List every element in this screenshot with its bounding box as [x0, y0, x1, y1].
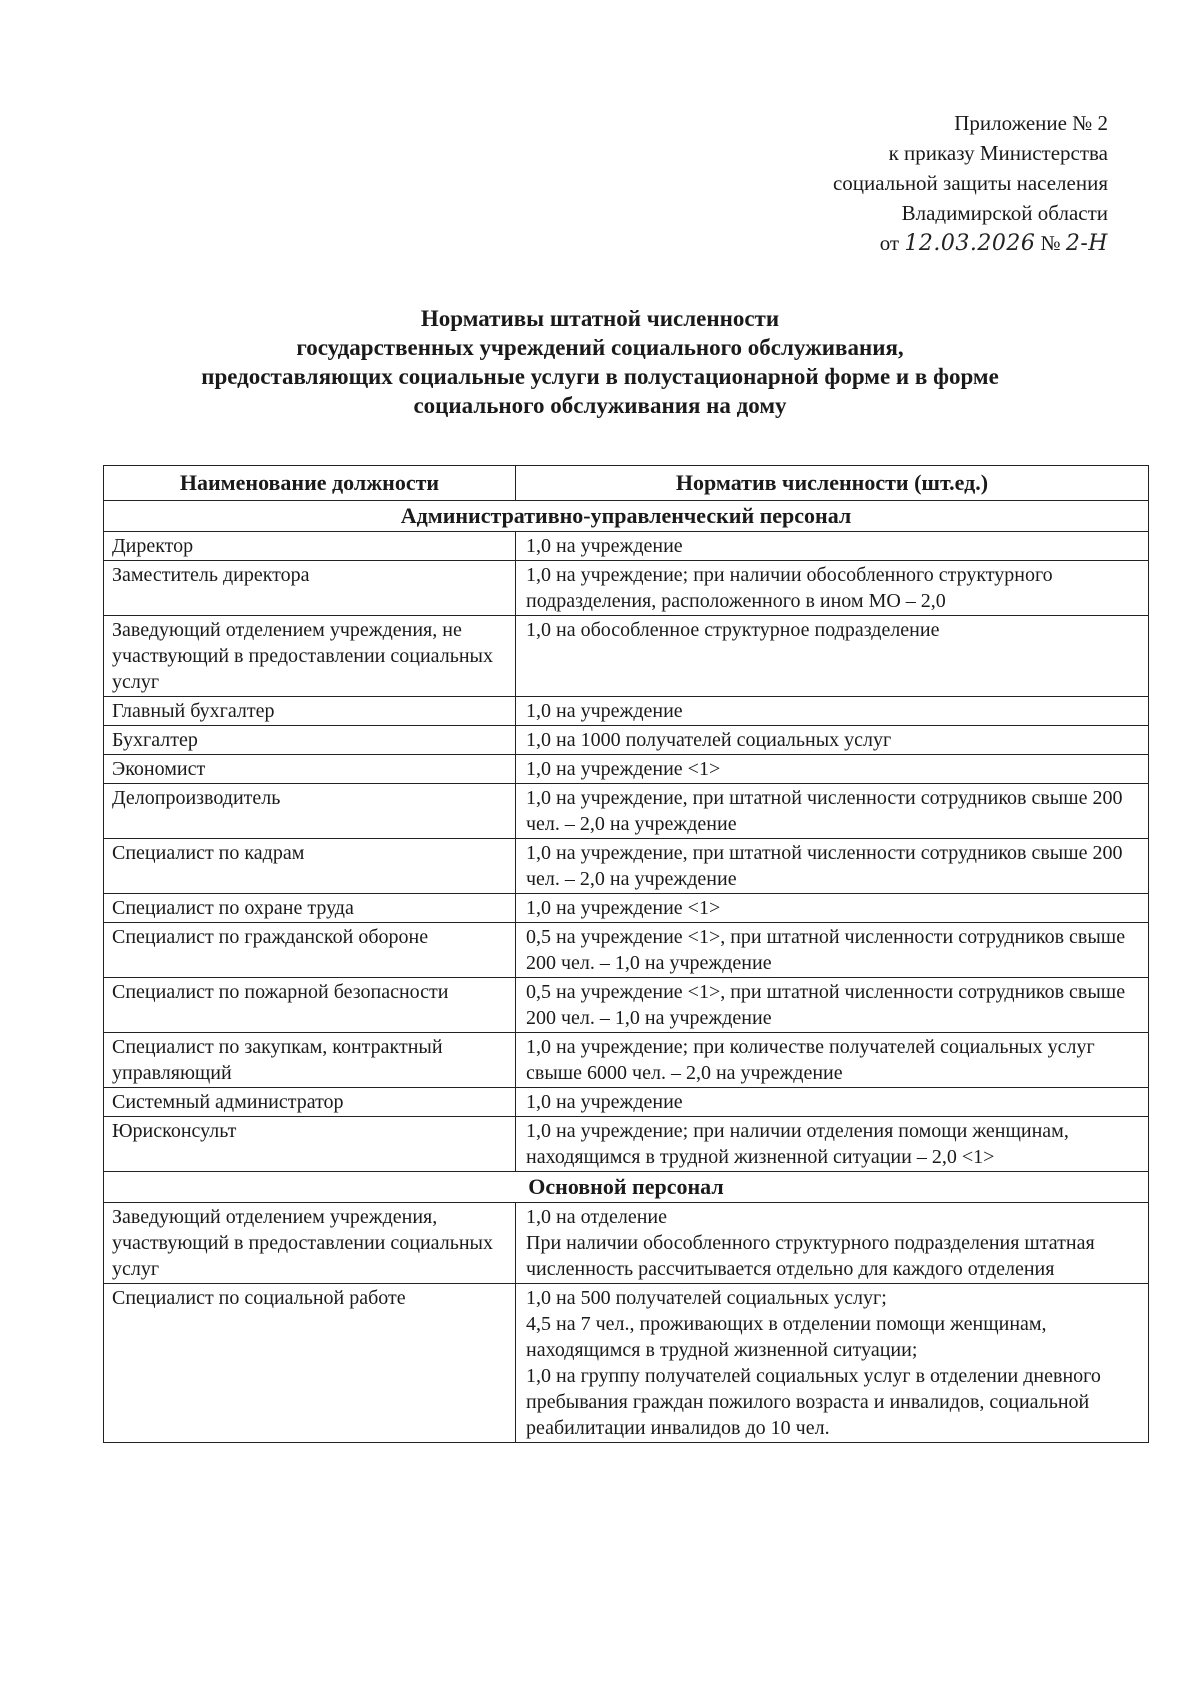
column-header-position: Наименование должности — [104, 466, 516, 501]
table-row — [104, 1088, 1149, 1117]
table-row — [104, 1117, 1149, 1172]
staffing-norm-cell: 1,0 на 1000 получателей социальных услуг — [516, 726, 1149, 755]
position-name-cell: Юрисконсульт — [104, 1117, 516, 1172]
staffing-norm-cell: 1,0 на учреждение; при наличии обособленного структурного подразделения, расположенного в ином МО – 2,0 — [516, 561, 1149, 616]
table-row — [104, 1033, 1149, 1088]
staffing-norm-cell: 1,0 на учреждение — [516, 1088, 1149, 1117]
position-name-cell: Специалист по закупкам, контрактный управляющий — [104, 1033, 516, 1088]
section-row — [104, 501, 1149, 532]
staffing-norm-cell: 1,0 на обособленное структурное подразделение — [516, 616, 1149, 697]
appendix-date-line — [833, 228, 1108, 259]
handwritten-date: 12.03.2026 — [904, 231, 1036, 256]
staffing-norm-cell: 1,0 на учреждение, при штатной численности сотрудников свыше 200 чел. – 2,0 на учреждение — [516, 839, 1149, 894]
section-title: Административно-управленческий персонал — [104, 501, 1149, 532]
table-row — [104, 616, 1149, 697]
position-name-cell: Специалист по охране труда — [104, 894, 516, 923]
date-prefix: от — [879, 231, 900, 255]
position-name-cell: Экономист — [104, 755, 516, 784]
position-name-cell: Бухгалтер — [104, 726, 516, 755]
position-name-cell: Главный бухгалтер — [104, 697, 516, 726]
staffing-norm-cell: 1,0 на учреждение; при количестве получателей социальных услуг свыше 6000 чел. – 2,0 на учреждение — [516, 1033, 1149, 1088]
staffing-norm-cell: 1,0 на учреждение <1> — [516, 755, 1149, 784]
table-row — [104, 978, 1149, 1033]
title-line: Нормативы штатной численности — [420, 306, 780, 331]
table-row — [104, 784, 1149, 839]
appendix-line: Владимирской области — [901, 201, 1108, 225]
staffing-norm-cell: 1,0 на учреждение; при наличии отделения помощи женщинам, находящимся в трудной жизненной ситуации – 2,0 <1> — [516, 1117, 1149, 1172]
staffing-norm-cell: 1,0 на отделение При наличии обособленного структурного подразделения штатная численность рассчитывается отдельно для каждого отделения — [516, 1203, 1149, 1284]
staffing-norm-cell: 1,0 на учреждение <1> — [516, 894, 1149, 923]
document-title — [80, 304, 1120, 420]
table-row — [104, 726, 1149, 755]
table-body — [104, 501, 1149, 1443]
appendix-header — [833, 108, 1108, 259]
position-name-cell: Директор — [104, 532, 516, 561]
position-name-cell: Специалист по пожарной безопасности — [104, 978, 516, 1033]
handwritten-number: 2-Н — [1065, 231, 1108, 256]
table-row — [104, 839, 1149, 894]
table-row — [104, 697, 1149, 726]
position-name-cell: Заведующий отделением учреждения, участвующий в предоставлении социальных услуг — [104, 1203, 516, 1284]
staffing-norm-cell: 1,0 на учреждение — [516, 532, 1149, 561]
staffing-norm-cell: 1,0 на 500 получателей социальных услуг; 4,5 на 7 чел., проживающих в отделении помощи женщинам, находящимся в трудной жизненной ситуации; 1,0 на группу получателей социальных услуг в отделении дневного пребывания граждан пожилого возраста и инвалидов, социальной реабилитации инвалидов до 10 чел. — [516, 1284, 1149, 1443]
position-name-cell: Специалист по гражданской обороне — [104, 923, 516, 978]
table-row — [104, 1284, 1149, 1443]
staffing-norm-cell: 1,0 на учреждение — [516, 697, 1149, 726]
staffing-norm-cell: 1,0 на учреждение, при штатной численности сотрудников свыше 200 чел. – 2,0 на учреждение — [516, 784, 1149, 839]
column-header-norm: Норматив численности (шт.ед.) — [516, 466, 1149, 501]
section-row — [104, 1172, 1149, 1203]
table-row — [104, 532, 1149, 561]
title-line: предоставляющих социальные услуги в полустационарной форме и в форме — [201, 364, 999, 389]
staffing-norm-cell: 0,5 на учреждение <1>, при штатной численности сотрудников свыше 200 чел. – 1,0 на учреждение — [516, 923, 1149, 978]
position-name-cell: Специалист по социальной работе — [104, 1284, 516, 1443]
staffing-norm-cell: 0,5 на учреждение <1>, при штатной численности сотрудников свыше 200 чел. – 1,0 на учреждение — [516, 978, 1149, 1033]
title-line: социального обслуживания на дому — [413, 393, 787, 418]
table-row — [104, 1203, 1149, 1284]
position-name-cell: Специалист по кадрам — [104, 839, 516, 894]
section-title: Основной персонал — [104, 1172, 1149, 1203]
table-row — [104, 923, 1149, 978]
appendix-line: Приложение № 2 — [954, 111, 1108, 135]
number-prefix: № — [1040, 231, 1061, 255]
title-line: государственных учреждений социального обслуживания, — [296, 335, 904, 360]
position-name-cell: Заведующий отделением учреждения, не участвующий в предоставлении социальных услуг — [104, 616, 516, 697]
position-name-cell: Заместитель директора — [104, 561, 516, 616]
table-row — [104, 561, 1149, 616]
staffing-norms-table — [103, 465, 1149, 1443]
appendix-line: социальной защиты населения — [832, 171, 1108, 195]
table-header-row — [104, 466, 1149, 501]
appendix-line: к приказу Министерства — [888, 141, 1108, 165]
position-name-cell: Делопроизводитель — [104, 784, 516, 839]
position-name-cell: Системный администратор — [104, 1088, 516, 1117]
table-row — [104, 755, 1149, 784]
table-row — [104, 894, 1149, 923]
